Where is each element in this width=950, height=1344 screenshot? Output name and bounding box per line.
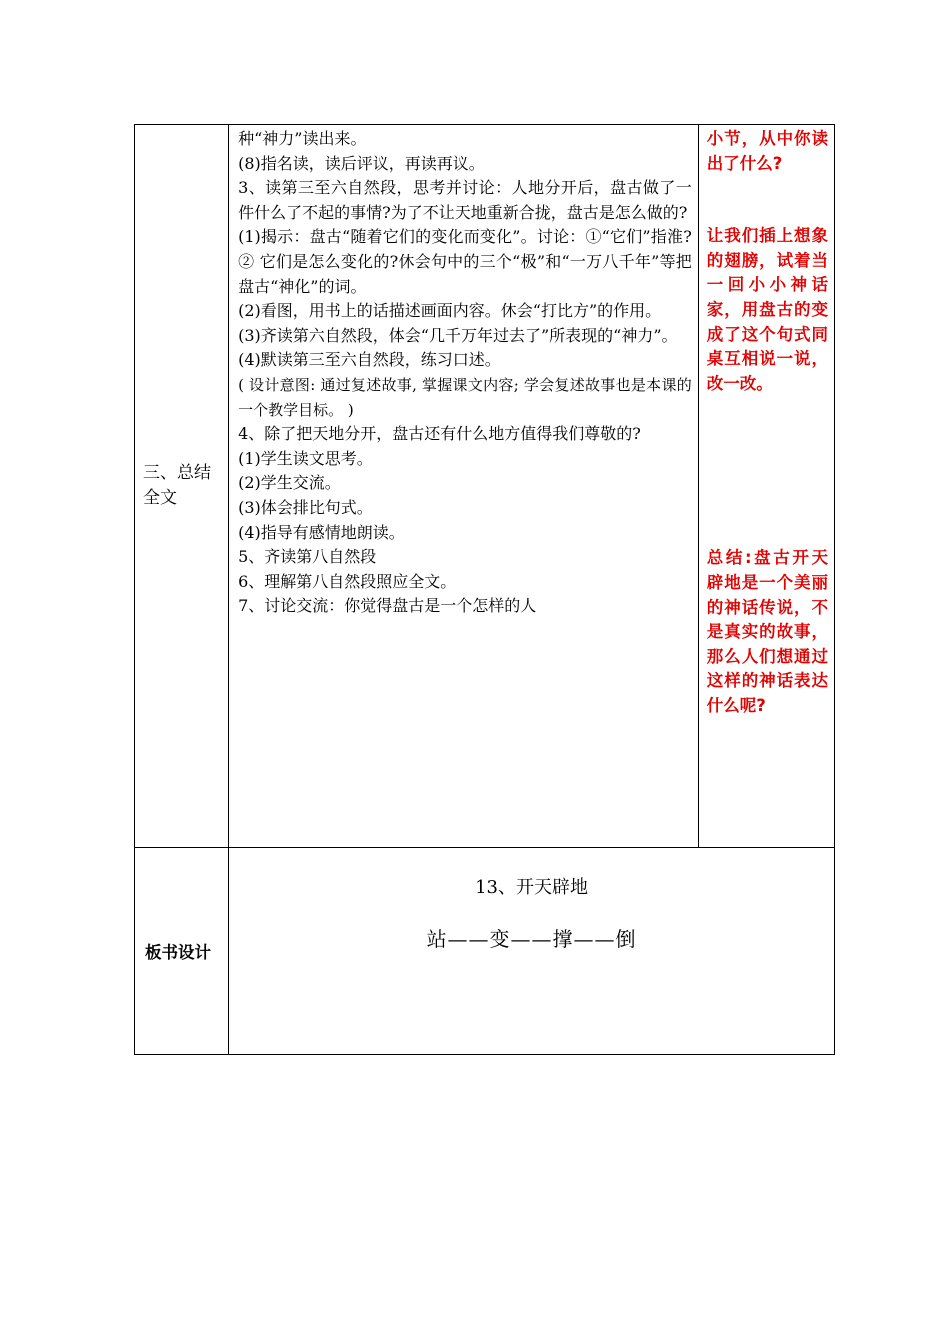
content-line: (4)指导有感情地朗读。 — [238, 522, 405, 542]
board-title: 13、开天辟地 — [475, 877, 589, 898]
teaching-content-cell — [229, 125, 699, 848]
stage-label: 三、总结全文 — [143, 463, 211, 508]
content-line: (2)看图，用书上的话描述画面内容。休会“打比方”的作用。 — [238, 301, 662, 321]
board-design-label: 板书设计 — [145, 943, 211, 962]
content-line: 5、齐读第八自然段 — [238, 547, 377, 567]
content-line: 种“神力”读出来。 — [238, 129, 367, 148]
board-design-cell — [229, 848, 835, 1055]
content-line: (4)默读第三至六自然段，练习口述。 — [238, 350, 501, 370]
teacher-note: 总结:盘古开天辟地是一个美丽的神话传说，不是真实的故事，那么人们想通过这样的神话表达什么呢? — [706, 548, 828, 715]
content-line: (8)指名读，读后评议，再读再议。 — [238, 153, 485, 173]
content-line: (1)学生读文思考。 — [238, 448, 373, 468]
teacher-note: 小节，从中你读出了什么? — [706, 129, 828, 173]
lesson-stage-row — [135, 125, 835, 848]
teacher-notes-cell — [698, 125, 834, 848]
design-intent-note: ( 设计意图: 通过复述故事, 掌握课文内容; 学会复述故事也是本课的一个教学目标。 ) — [238, 375, 692, 419]
content-line: (3)体会排比句式。 — [238, 497, 373, 517]
board-design-label-cell — [135, 848, 229, 1055]
content-line: (2)学生交流。 — [238, 473, 341, 493]
stage-label-cell — [135, 125, 229, 848]
content-line: (1)揭示：盘古“随着它们的变化而变化”。讨论：①“它们”指淮?② 它们是怎么变化的?休会句中的三个“极”和“一万八千年”等把盘古“神化”的词。 — [238, 227, 692, 296]
lesson-plan-table — [134, 124, 835, 1055]
content-line: (3)齐读第六自然段，体会“几千万年过去了”所表现的“神力”。 — [238, 325, 678, 345]
content-line: 3、读第三至六自然段，思考并讨论：人地分开后，盘古做了一件什么了不起的事情?为了不让天地重新合拢，盘古是怎么做的? — [238, 178, 692, 222]
content-line: 7、讨论交流：你觉得盘古是一个怎样的人 — [238, 596, 537, 616]
board-design-row — [135, 848, 835, 1055]
content-line: 6、理解第八自然段照应全文。 — [238, 571, 457, 591]
board-flow: 站——变——撑——倒 — [426, 927, 637, 951]
content-line: 4、除了把天地分开，盘古还有什么地方值得我们尊敬的? — [238, 424, 641, 444]
teacher-note: 让我们插上想象的翅膀，试着当一回小小神话家，用盘古的变成了这个句式同桌互相说一说，改一改。 — [706, 226, 828, 393]
